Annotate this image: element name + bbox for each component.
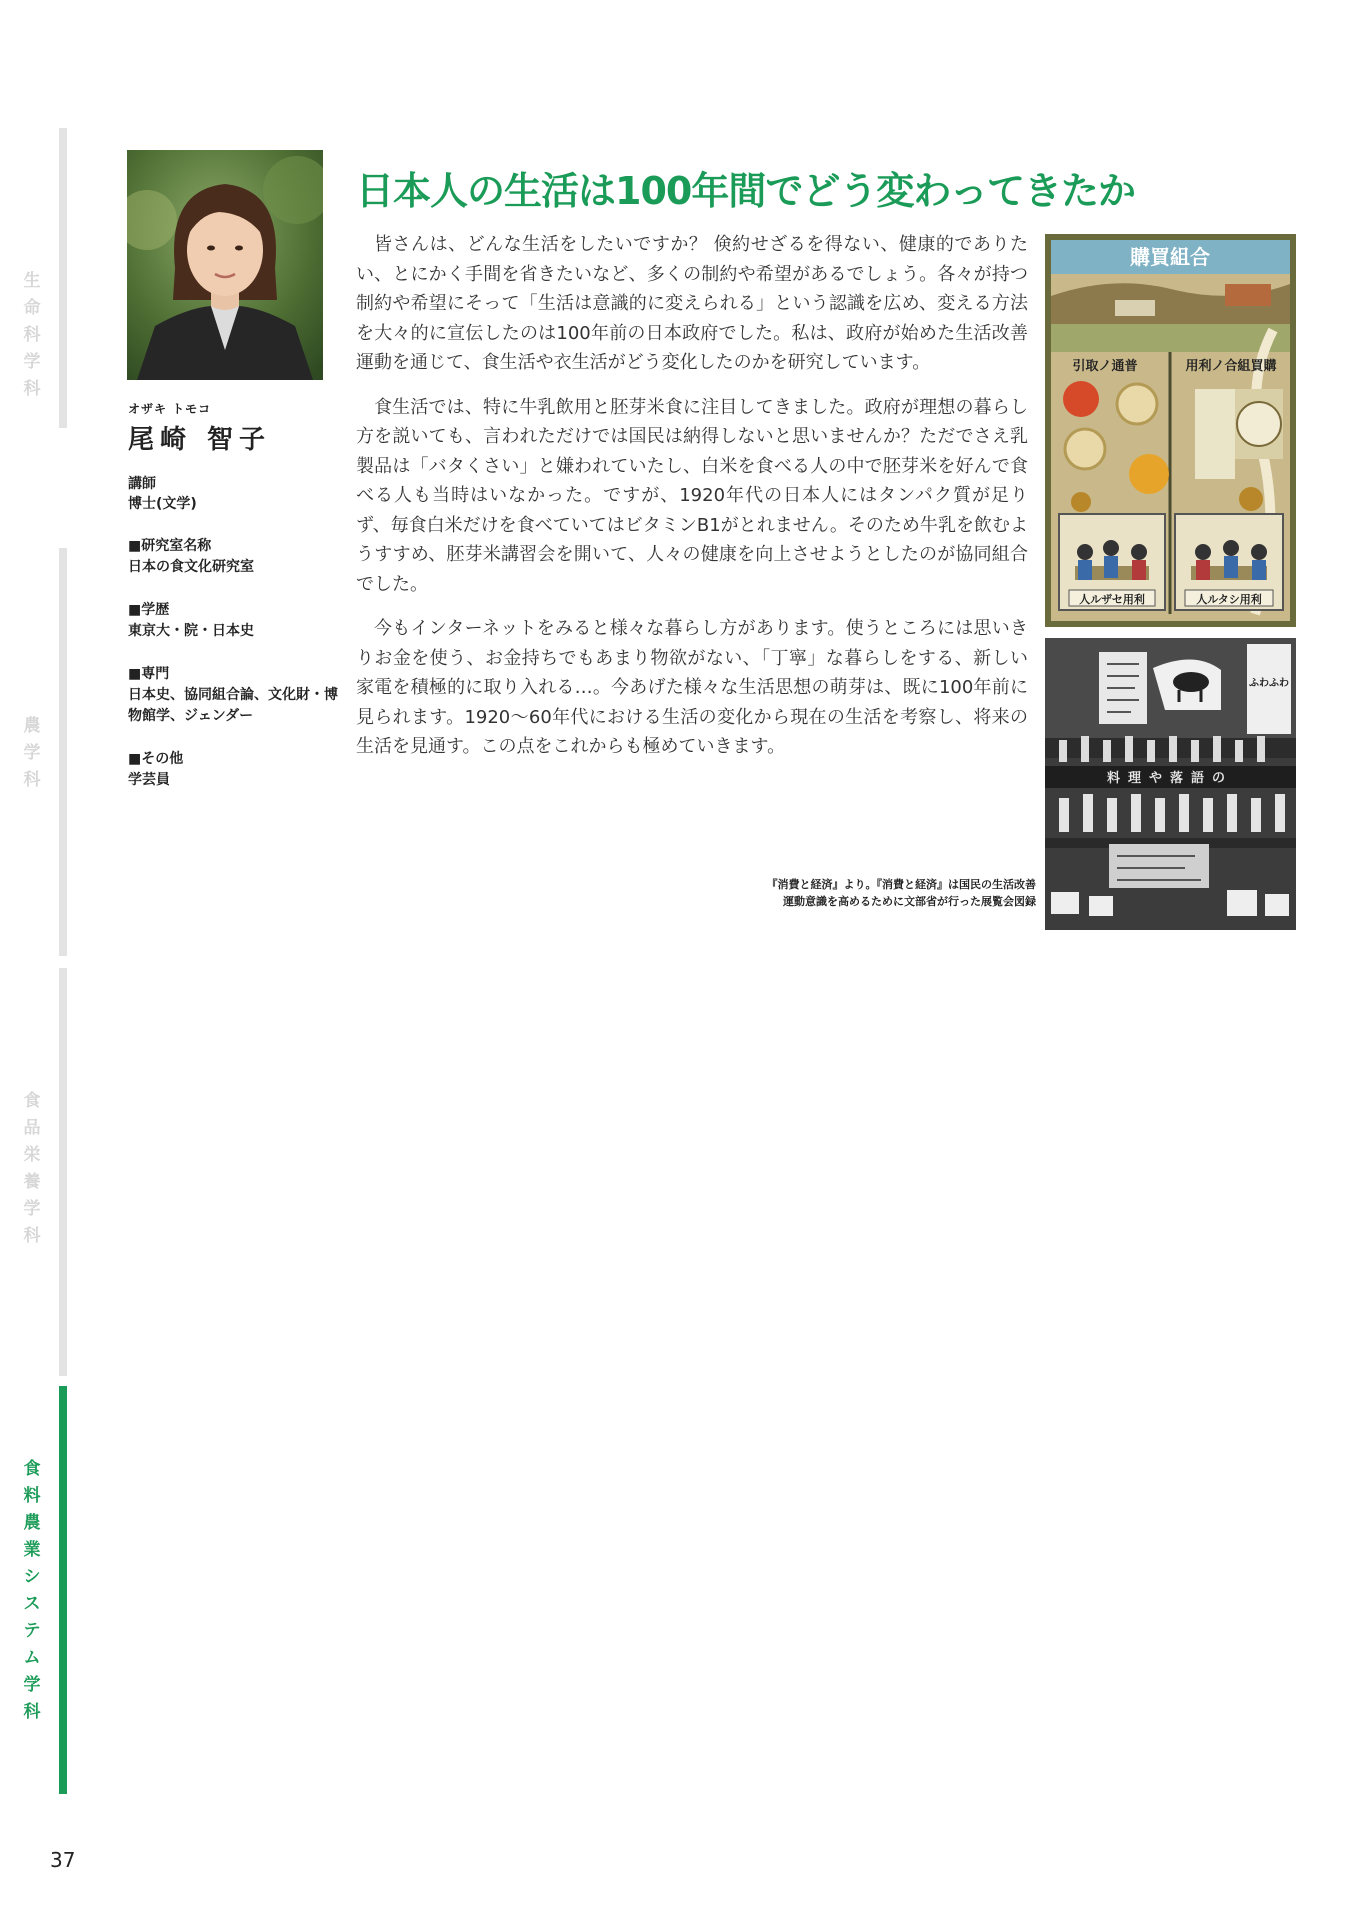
cooperative-poster-image — [1045, 234, 1296, 627]
side-tab-food-agri-system[interactable] — [0, 1386, 80, 1794]
profile-section-body: 日本の食文化研究室 — [128, 559, 254, 575]
portrait-photo — [127, 150, 323, 380]
article-paragraph: 今もインターネットをみると様々な暮らし方があります。使うところには思いきりお金を使う、お金持ちでもあまり物欲がない、「丁寧」な暮らしをする、新しい家電を積極的に取り入れる…。今あげた様々な生活思想の萌芽は、既に100年前に見られます。1920〜60年代における生活の変化から現在の生活を考察し、将来の生活を見通す。この点をこれからも極めていきます。 — [356, 618, 1028, 757]
side-tabs — [0, 0, 80, 1920]
exhibition-photo — [1045, 638, 1296, 930]
poster-illustration — [1045, 234, 1296, 627]
poster-header: 購買組合 — [1130, 245, 1210, 269]
profile-panel — [128, 400, 338, 791]
side-tab-label: 農学科 — [23, 716, 41, 790]
profile-section-heading: ■専門 — [128, 666, 170, 682]
image-caption: 『消費と経済』より。『消費と経済』は国民の生活改善運動意識を高めるために文部省が行った展覧会図録 — [766, 878, 1036, 908]
side-tab-label: 生命科学科 — [23, 271, 41, 399]
exhibition-illustration — [1045, 638, 1296, 930]
article-body — [356, 230, 1028, 777]
profile-section-education — [128, 600, 338, 642]
job-title: 講師 — [128, 476, 156, 492]
profile-section-heading: ■その他 — [128, 751, 184, 767]
side-tab-label: 食品栄養学科 — [23, 1091, 41, 1246]
profile-section-body: 日本史、協同組合論、文化財・博物館学、ジェンダー — [128, 687, 338, 724]
profile-section-heading: ■研究室名称 — [128, 538, 212, 554]
article-paragraph: 皆さんは、どんな生活をしたいですか？ 倹約せざるを得ない、健康的でありたい、とにかく手間を省きたいなど、多くの制約や希望があるでしょう。各々が持つ制約や希望にそって「生活は意識的に変えられる」という認識を広め、変える方法を大々的に宣伝したのは100年前の日本政府でした。私は、政府が始めた生活改善運動を通じて、食生活や衣生活がどう変化したのかを研究しています。 — [356, 234, 1028, 373]
side-tab-label: 食料農業システム学科 — [23, 1459, 41, 1722]
side-tab-bar — [59, 1386, 67, 1794]
profile-section-other — [128, 749, 338, 791]
profile-section-specialty — [128, 664, 338, 727]
poster-bottom-left: 人ルザセ用利 — [1079, 593, 1145, 606]
article-title: 日本人の生活は100年間でどう変わってきたか — [356, 169, 1135, 213]
poster-bottom-right: 人ルタシ用利 — [1196, 593, 1262, 606]
profile-section-lab — [128, 536, 338, 578]
person-name: 尾崎 智子 — [128, 425, 272, 455]
profile-section-heading: ■学歴 — [128, 602, 170, 618]
portrait-illustration — [127, 150, 323, 380]
profile-section-body: 学芸員 — [128, 772, 170, 788]
side-tab-agriculture[interactable] — [0, 548, 80, 956]
side-tab-life-science[interactable] — [0, 128, 80, 428]
poster-right-label: 用利ノ合組買購 — [1185, 359, 1277, 374]
article-paragraph: 食生活では、特に牛乳飲用と胚芽米食に注目してきました。政府が理想の暮らし方を説いても、言われただけでは国民は納得しないと思いませんか？ただでさえ乳製品は「バタくさい」と嫌われていたし、白米を食べる人の中で胚芽米を好んで食べる人も当時はいなかった。ですが、1920年代の日本人にはタンパク質が足りず、毎食白米だけを食べていてはビタミンB1がとれません。そのため牛乳を飲むようすすめ、胚芽米講習会を開いて、人々の健康を向上させようとしたのが協同組合でした。 — [356, 396, 1028, 595]
page-number: 37 — [50, 1848, 76, 1872]
side-tab-food-nutrition[interactable] — [0, 968, 80, 1376]
exhibit-shelf-label: 料理や落語の — [1106, 771, 1234, 786]
exhibit-sign-text: ふわふわ — [1249, 678, 1289, 689]
profile-section-body: 東京大・院・日本史 — [128, 623, 254, 639]
degree: 博士(文学) — [128, 496, 197, 512]
side-tab-bar — [59, 548, 67, 956]
side-tab-bar — [59, 968, 67, 1376]
poster-left-label: 引取ノ通普 — [1072, 359, 1138, 374]
name-reading: オザキ トモコ — [128, 402, 212, 416]
side-tab-bar — [59, 128, 67, 428]
